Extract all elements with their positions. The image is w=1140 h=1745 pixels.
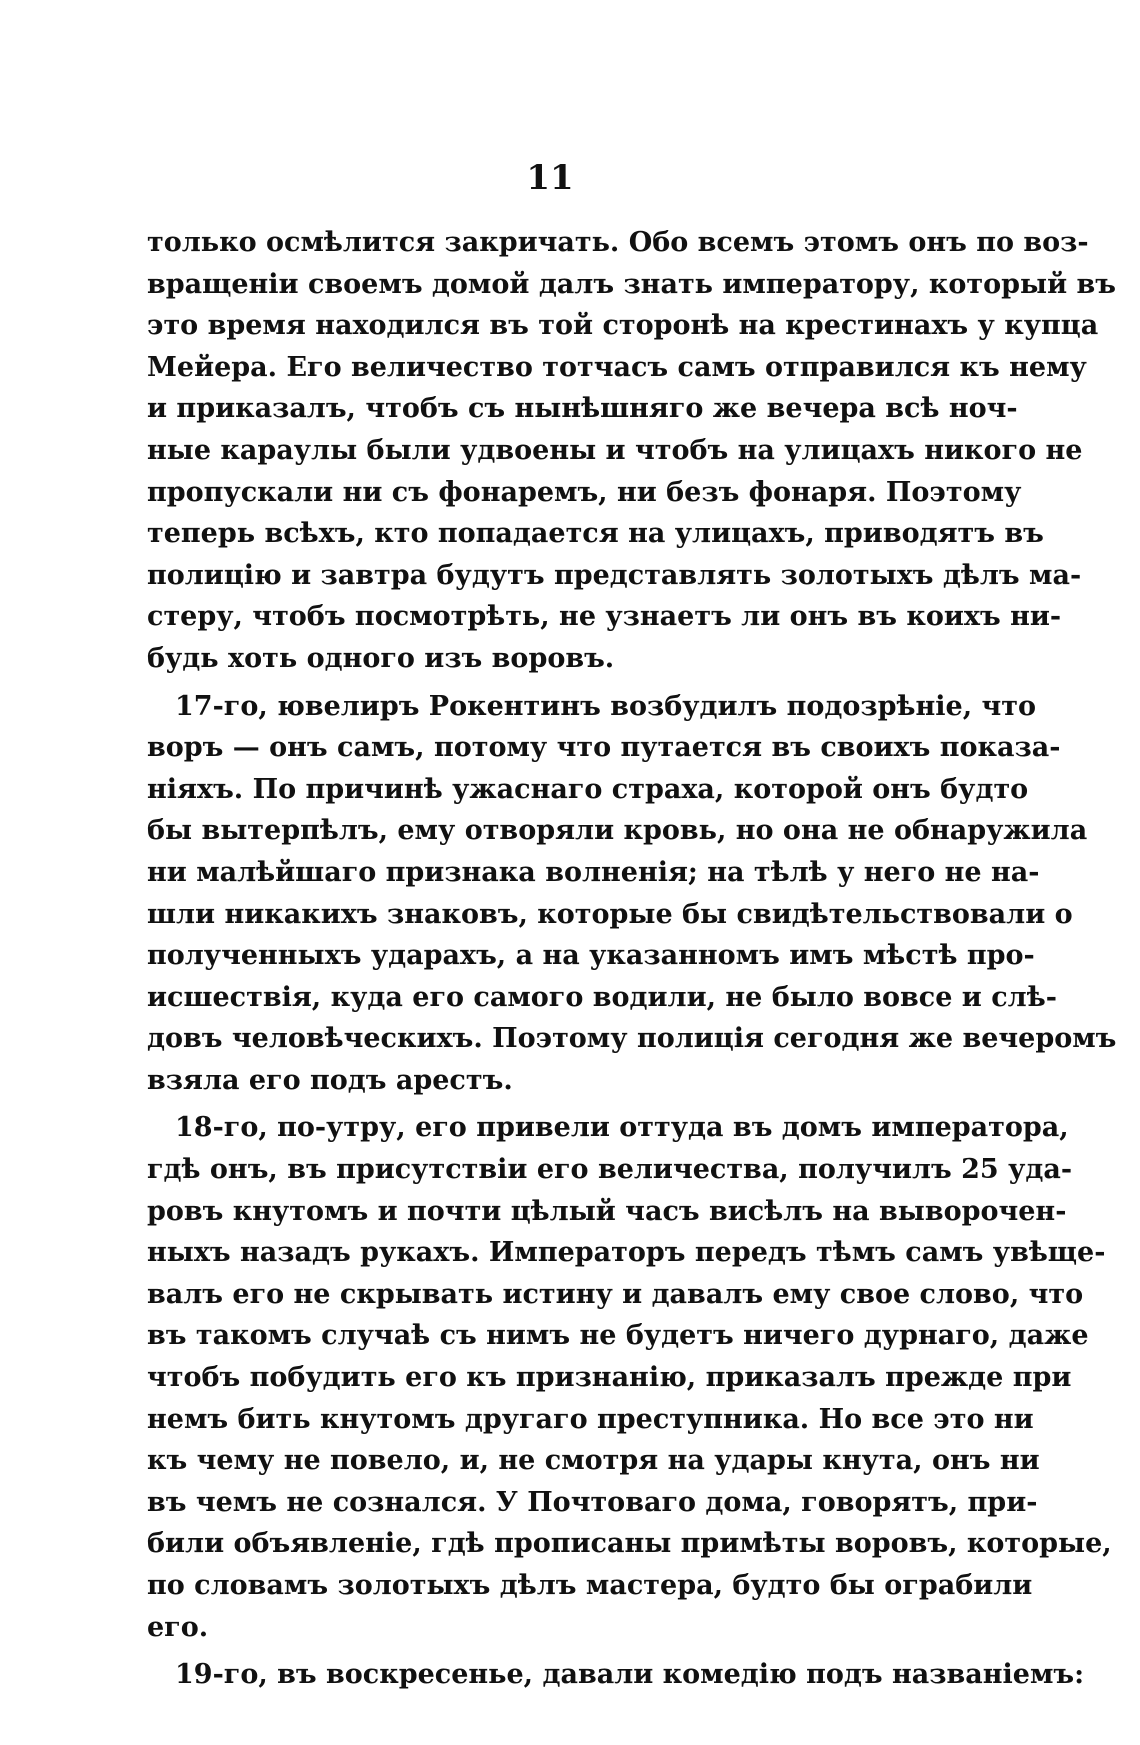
text-line: въ чемъ не сознался. У Почтоваго дома, говорятъ, при- [147,1486,1038,1518]
text-line: ныхъ назадъ рукахъ. Императоръ передъ тѣмъ самъ увѣще- [147,1237,1106,1269]
text-line: довъ человѣческихъ. Поэтому полиція сегодня же вечеромъ [147,1023,1117,1055]
text-line: въ такомъ случаѣ съ нимъ не будетъ ничего дурнаго, даже [147,1320,1089,1352]
text-line: полицію и завтра будутъ представлять золотыхъ дѣлъ ма- [147,559,1082,591]
text-line: 17-го, ювелиръ Рокентинъ возбудилъ подозрѣніе, что [175,690,1037,722]
page-number: 11 [526,158,574,198]
text-line: это время находился въ той сторонѣ на крестинахъ у купца [147,310,1099,342]
text-line: шли никакихъ знаковъ, которые бы свидѣтельствовали о [147,898,1073,930]
paragraph-1 [147,222,1116,680]
text-line: ные караулы были удвоены и чтобъ на улицахъ никого не [147,434,1083,466]
text-line: 18-го, по-утру, его привели оттуда въ домъ императора, [175,1112,1069,1144]
text-line: били объявленіе, гдѣ прописаны примѣты воровъ, которые, [147,1528,1112,1560]
text-line: полученныхъ ударахъ, а на указанномъ имъ мѣстѣ про- [147,940,1035,972]
text-line: теперь всѣхъ, кто попадается на улицахъ, приводятъ въ [147,518,1044,550]
paragraph-2 [147,686,1117,1102]
text-line: пропускали ни съ фонаремъ, ни безъ фонаря. Поэтому [147,476,1022,508]
text-line: взяла его подъ арестъ. [147,1064,513,1096]
text-line: и приказалъ, чтобъ съ нынѣшняго же вечера всѣ ноч- [147,393,1018,425]
paragraph-3 [147,1107,1112,1648]
text-line: исшествія, куда его самого водили, не было вовсе и слѣ- [147,981,1057,1013]
text-line: только осмѣлится закричать. Обо всемъ этомъ онъ по воз- [147,227,1089,258]
text-line: ровъ кнутомъ и почти цѣлый часъ висѣлъ на выворочен- [147,1195,1067,1227]
text-line: бы вытерпѣлъ, ему отворяли кровь, но она не обнаружила [147,815,1088,847]
text-line: стеру, чтобъ посмотрѣть, не узнаетъ ли онъ въ коихъ ни- [147,601,1062,633]
text-line: ни малѣйшаго признака волненія; на тѣлѣ у него не на- [147,856,1040,888]
text-line: немъ бить кнутомъ другаго преступника. Но все это ни [147,1403,1034,1435]
text-line: будь хоть одного изъ воровъ. [147,642,615,674]
paragraph-4 [147,1654,1085,1696]
text-line: чтобъ побудить его къ признанію, приказалъ прежде при [147,1362,1072,1394]
text-line: ніяхъ. По причинѣ ужаснаго страха, которой онъ будто [147,773,1029,805]
text-line: Мейера. Его величество тотчасъ самъ отправился къ нему [147,351,1087,383]
body-text [147,222,1117,1702]
text-line: валъ его не скрывать истину и давалъ ему свое слово, что [147,1278,1084,1310]
text-line: по словамъ золотыхъ дѣлъ мастера, будто бы ограбили [147,1570,1033,1601]
text-line: 19-го, въ воскресенье, давали комедію подъ названіемъ: [175,1659,1085,1691]
text-line: воръ — онъ самъ, потому что путается въ своихъ показа- [147,732,1061,764]
text-line: вращеніи своемъ домой далъ знать императору, который въ [147,268,1116,300]
text-line: его. [147,1611,209,1643]
text-line: гдѣ онъ, въ присутствіи его величества, получилъ 25 уда- [147,1154,1073,1186]
text-line: къ чему не повело, и, не смотря на удары кнута, онъ ни [147,1445,1040,1477]
